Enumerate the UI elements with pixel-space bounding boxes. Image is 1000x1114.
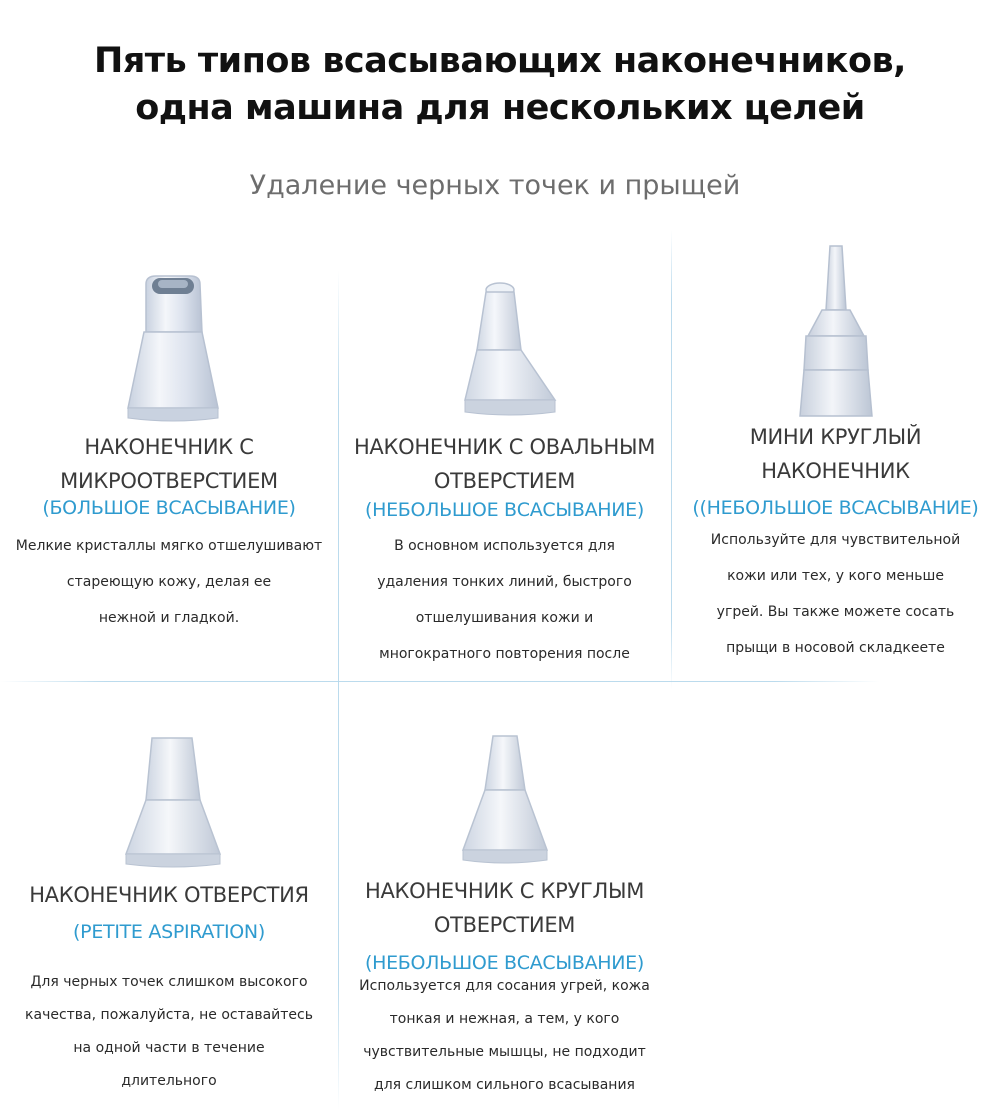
oval-hole-tip-image xyxy=(455,280,565,430)
hole-tip-suction: (PETITE ASPIRATION) xyxy=(73,921,265,943)
title-line-2: одна машина для нескольких целей xyxy=(135,88,865,128)
round-hole-tip-desc-line: Используется для сосания угрей, кожа xyxy=(359,978,650,994)
hole-tip-name-line-1: НАКОНЕЧНИК ОТВЕРСТИЯ xyxy=(29,883,309,907)
mini-round-tip-desc-line: кожи или тех, у кого меньше xyxy=(727,568,944,584)
grid-divider-horizontal xyxy=(0,681,880,682)
oval-hole-tip-desc-line: удаления тонких линий, быстрого xyxy=(377,574,632,590)
round-hole-tip-name-line-2: ОТВЕРСТИЕМ xyxy=(433,913,576,937)
micro-hole-tip-name-line-1: НАКОНЕЧНИК С xyxy=(84,435,254,459)
round-hole-tip-name-line-1: НАКОНЕЧНИК С КРУГЛЫМ xyxy=(364,879,645,903)
oval-hole-tip-name-line-1: НАКОНЕЧНИК С ОВАЛЬНЫМ xyxy=(353,435,656,459)
page-title xyxy=(0,38,1000,132)
micro-hole-tip-desc-line: нежной и гладкой. xyxy=(98,610,240,626)
micro-hole-tip-name-line-2: МИКРООТВЕРСТИЕМ xyxy=(60,469,278,493)
hole-tip-desc-line: Для черных точек слишком высокого xyxy=(30,974,308,990)
title-line-1: Пять типов всасывающих наконечников, xyxy=(94,41,906,81)
mini-round-tip-suction: ((НЕБОЛЬШОЕ ВСАСЫВАНИЕ) xyxy=(692,497,979,519)
mini-round-tip-name-line-1: МИНИ КРУГЛЫЙ xyxy=(749,425,922,449)
round-hole-tip-image xyxy=(455,730,555,875)
micro-hole-tip-desc-line: стареющую кожу, делая ее xyxy=(66,574,272,590)
oval-hole-tip-suction: (НЕБОЛЬШОЕ ВСАСЫВАНИЕ) xyxy=(364,499,644,521)
mini-round-tip-desc-line: угрей. Вы также можете сосать xyxy=(716,604,955,620)
hole-tip-desc-line: длительного xyxy=(121,1073,217,1089)
oval-hole-tip-desc-line: многократного повторения после xyxy=(379,646,630,662)
round-hole-tip-desc-line: для слишком сильного всасывания xyxy=(374,1077,635,1093)
round-hole-tip-desc-line: тонкая и нежная, а тем, у кого xyxy=(389,1011,620,1027)
tip-card-oval-hole xyxy=(338,270,671,670)
oval-hole-tip-desc-line: отшелушивания кожи и xyxy=(415,610,594,626)
tip-card-round-hole xyxy=(338,730,671,1110)
round-hole-tip-desc-line: чувствительные мышцы, не подходит xyxy=(363,1044,646,1060)
tip-card-mini-round xyxy=(671,240,1000,670)
mini-round-tip-name-line-2: НАКОНЕЧНИК xyxy=(761,459,910,483)
hole-tip-desc-line: качества, пожалуйста, не оставайтесь xyxy=(25,1007,313,1023)
tip-card-micro-hole xyxy=(0,270,338,670)
micro-hole-tip-image xyxy=(118,270,228,430)
round-hole-tip-suction: (НЕБОЛЬШОЕ ВСАСЫВАНИЕ) xyxy=(364,952,644,974)
mini-round-tip-desc-line: прыщи в носовой складкеете xyxy=(726,640,945,656)
page-subtitle: Удаление черных точек и прыщей xyxy=(249,170,741,201)
mini-round-tip-image xyxy=(788,240,888,425)
micro-hole-tip-desc-line: Мелкие кристаллы мягко отшелушивают xyxy=(15,538,323,554)
hole-tip-desc-line: на одной части в течение xyxy=(73,1040,265,1056)
oval-hole-tip-name-line-2: ОТВЕРСТИЕМ xyxy=(433,469,576,493)
tip-card-hole xyxy=(0,730,338,1110)
oval-hole-tip-desc-line: В основном используется для xyxy=(394,538,615,554)
mini-round-tip-desc-line: Используйте для чувствительной xyxy=(710,532,961,548)
micro-hole-tip-suction: (БОЛЬШОЕ ВСАСЫВАНИЕ) xyxy=(42,497,296,519)
hole-tip-image xyxy=(118,730,228,875)
